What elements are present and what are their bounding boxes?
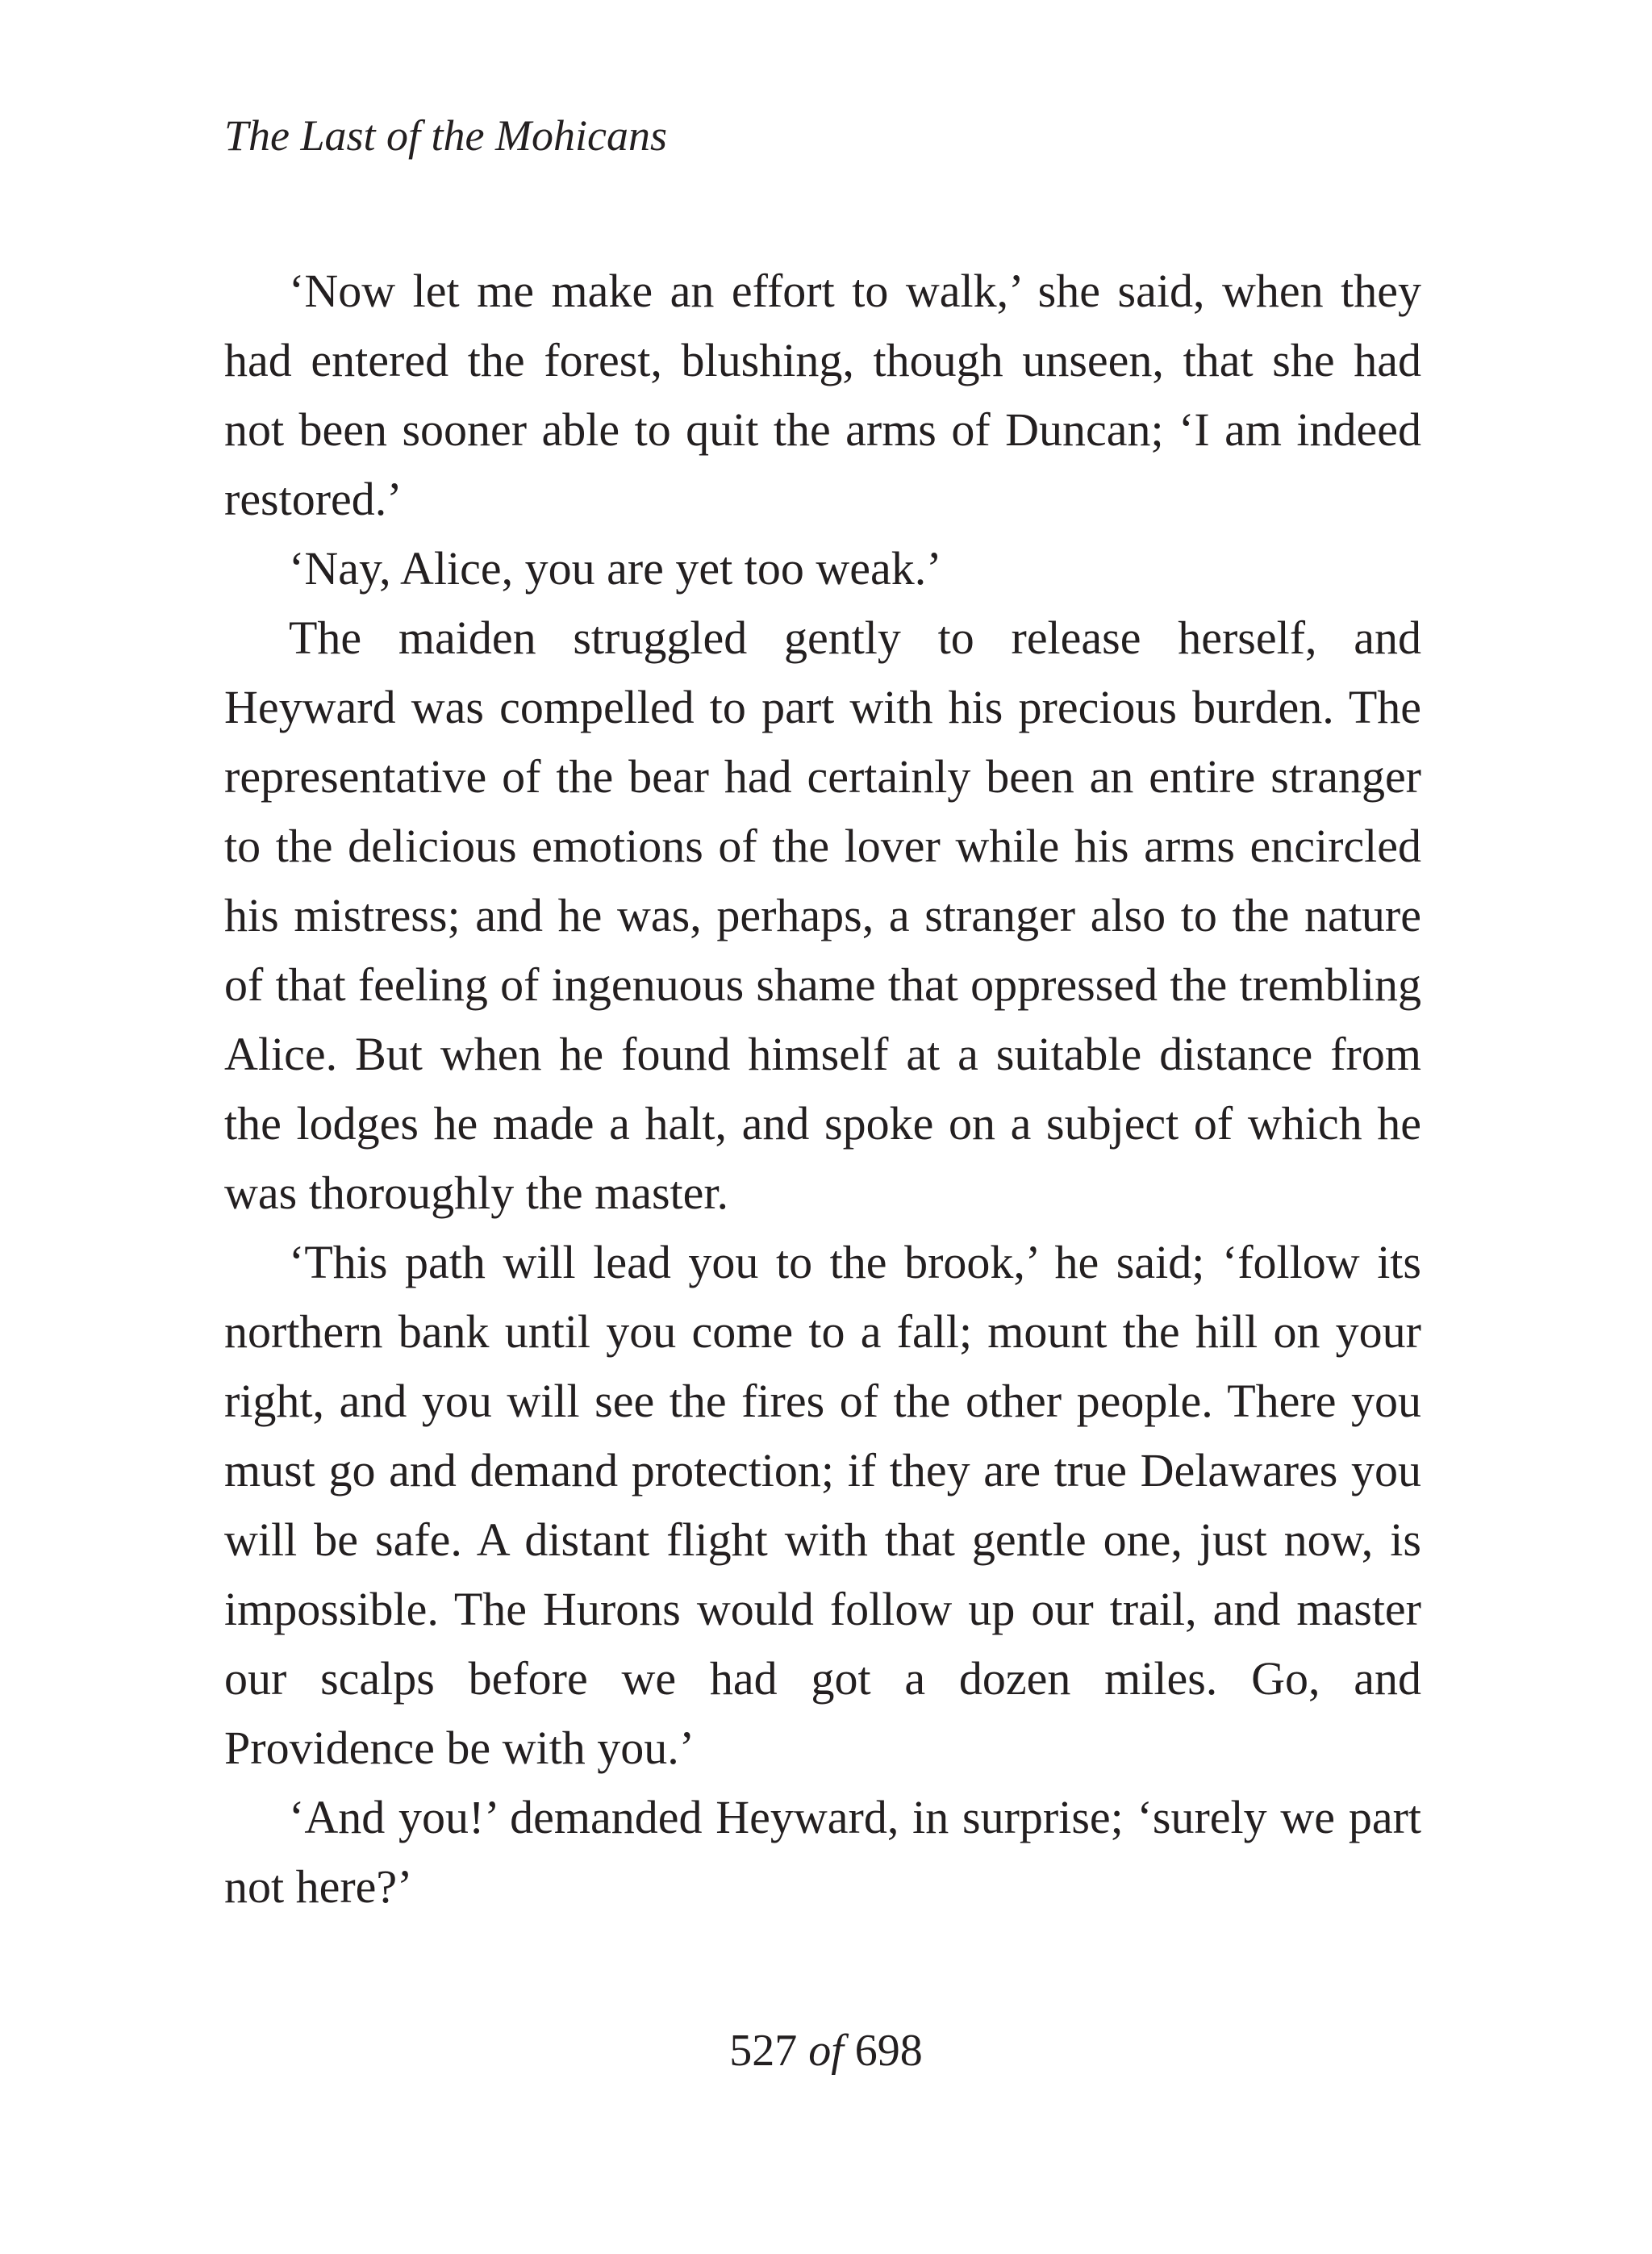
- page-number: [0, 2018, 1652, 2083]
- paragraph: ‘This path will lead you to the brook,’ he said; ‘follow its northern bank until you come to a fall; mount the hill on your right, and you will see the fires of the other people. There you must go and demand protection; if they are true Delawares you will be safe. A distant flight with that gentle one, just now, is impossible. The Hurons would follow up our trail, and master our scalps before we had got a dozen miles. Go, and Providence be with you.’: [224, 1236, 1421, 1774]
- total-page-count: 698: [854, 2026, 923, 2076]
- body-text: [224, 257, 1421, 1922]
- page-of-label: of: [808, 2026, 844, 2076]
- paragraph: ‘Now let me make an effort to walk,’ she said, when they had entered the forest, blushing, though unseen, that she had not been sooner able to quit the arms of Duncan; ‘I am indeed restored.’: [224, 265, 1421, 525]
- current-page-number: 527: [729, 2026, 798, 2076]
- running-title: The Last of the Mohicans: [224, 111, 667, 160]
- paragraph: ‘Nay, Alice, you are yet too weak.’: [289, 542, 942, 595]
- paragraph: ‘And you!’ demanded Heyward, in surprise; ‘surely we part not here?’: [224, 1791, 1421, 1913]
- paragraph: The maiden struggled gently to release herself, and Heyward was compelled to part with his precious burden. The representative of the bear had certainly been an entire stranger to the delicious emotions of the lover while his arms encircled his mistress; and he was, perhaps, a stranger also to the nature of that feeling of ingenuous shame that oppressed the trembling Alice. But when he found himself at a suitable distance from the lodges he made a halt, and spoke on a subject of which he was thoroughly the master.: [224, 612, 1421, 1219]
